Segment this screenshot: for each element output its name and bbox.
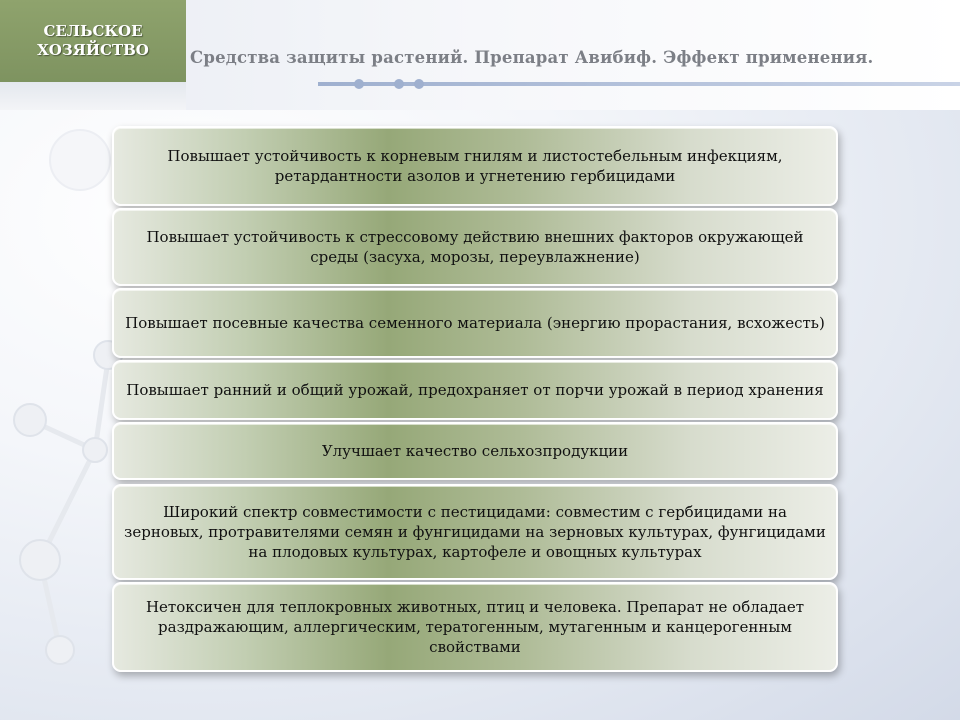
title-dot-3: [414, 79, 424, 89]
slide-title: Средства защиты растений. Препарат Авибиф. Эффект применения.: [190, 48, 874, 67]
list-item: [112, 484, 838, 580]
title-dot-1: [354, 79, 364, 89]
list-item-text: Повышает устойчивость к стрессовому действию внешних факторов окружающей среды (засуха, морозы, переувлажнение): [146, 228, 804, 266]
list-item: [112, 582, 838, 672]
title-dot-2: [394, 79, 404, 89]
list-item: [112, 288, 838, 358]
list-item-text: Повышает посевные качества семенного материала (энергию прорастания, всхожесть): [125, 314, 825, 332]
list-item-text: Улучшает качество сельхозпродукции: [321, 442, 629, 460]
list-item-text: Повышает ранний и общий урожай, предохраняет от порчи урожай в период хранения: [126, 381, 824, 399]
list-item: [112, 126, 838, 206]
brand-line-1: СЕЛЬСКОЕ: [43, 22, 143, 40]
list-item: [112, 208, 838, 286]
list-item-text: Нетоксичен для теплокровных животных, птиц и человека. Препарат не обладает раздражающим, аллергическим, тератогенным, мутагенным и канцерогенным свойствами: [145, 598, 805, 656]
list-item-text: Повышает устойчивость к корневым гнилям и листостебельным инфекциям, ретардантности азолов и угнетению гербицидами: [167, 147, 783, 185]
brand-line-2: ХОЗЯЙСТВО: [37, 41, 149, 59]
list-item-text: Широкий спектр совместимости с пестицидами: совместим с гербицидами на зерновых, протравителями семян и фунгицидами на зерновых культурах, фунгицидами на плодовых культурах, картофеле и овощных культурах: [124, 503, 826, 561]
brand-strip: [0, 82, 186, 110]
list-item: [112, 360, 838, 420]
list-item: [112, 422, 838, 480]
brand-badge: [0, 0, 186, 82]
